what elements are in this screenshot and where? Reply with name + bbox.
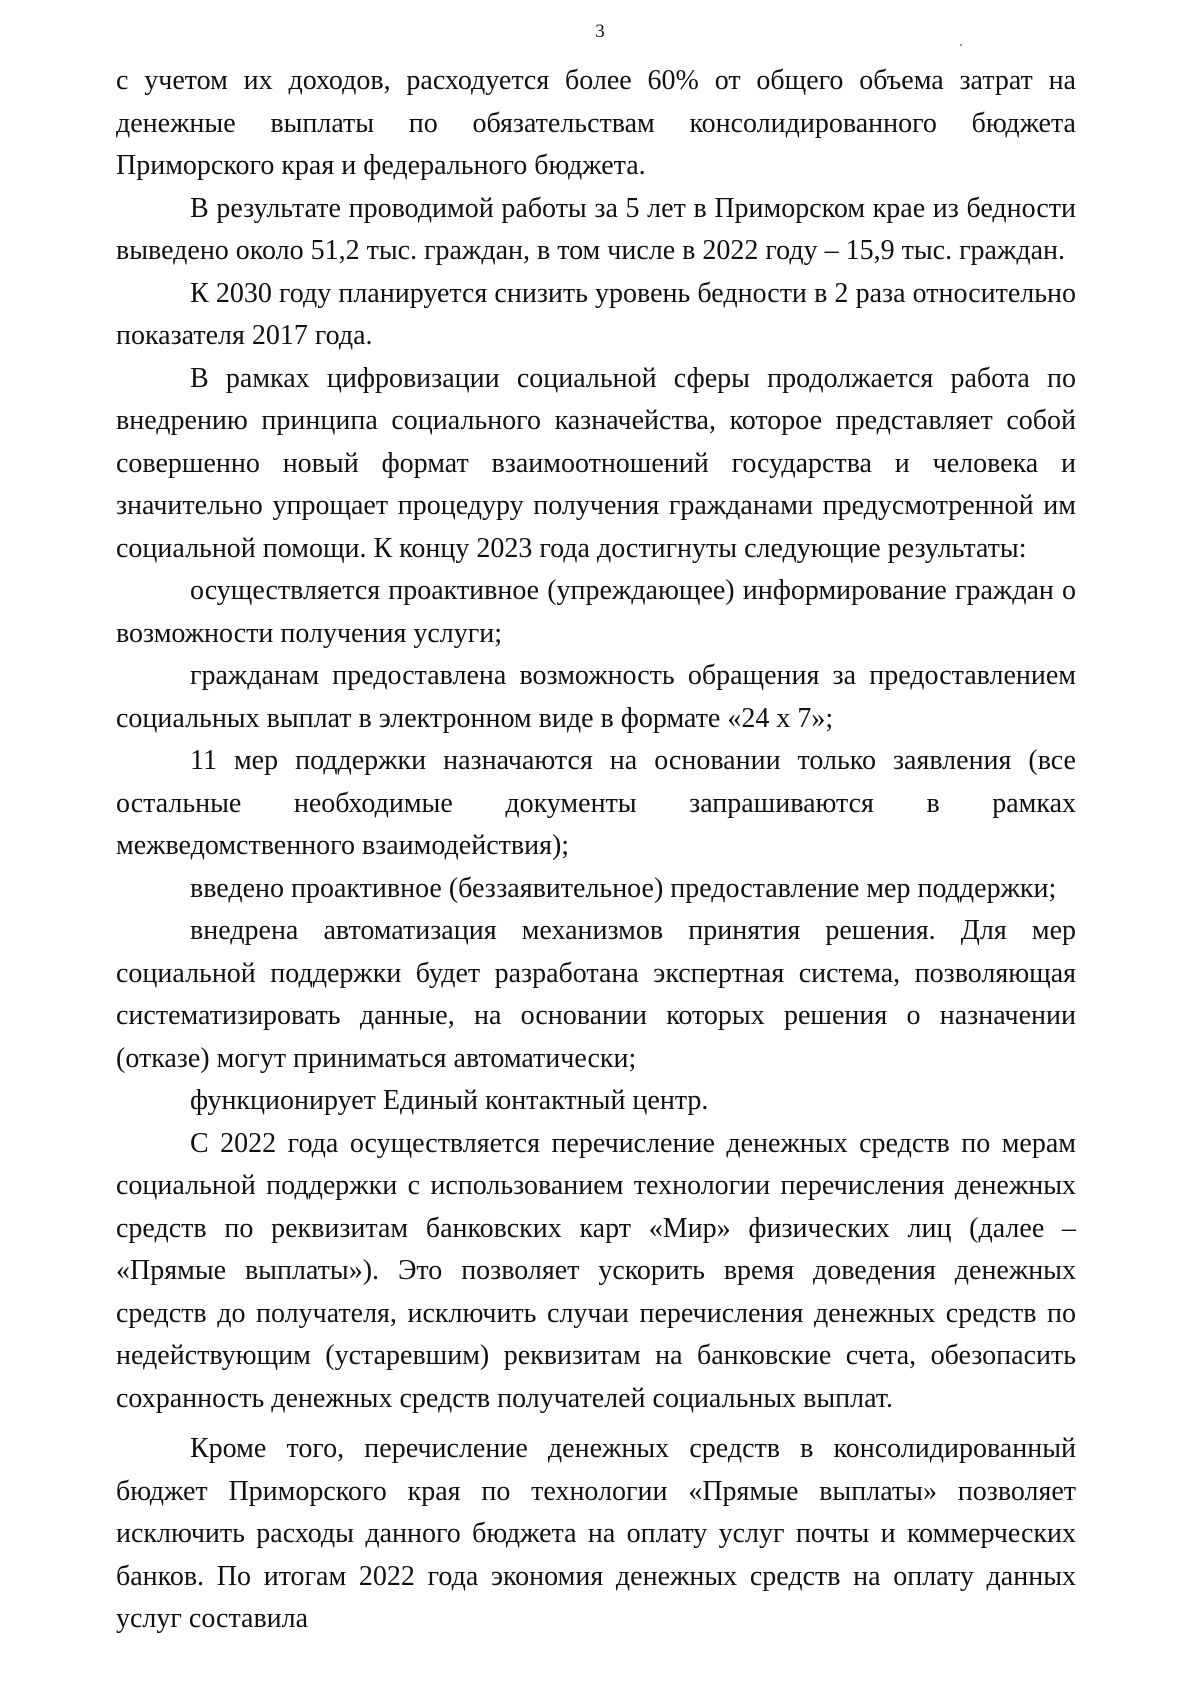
list-item: введено проактивное (беззаявительное) предоставление мер поддержки; [190,872,1057,904]
paragraph: Кроме того, перечисление денежных средств в консолидированный бюджет Приморского края по технологии «Прямые выплаты» позволяет исключить расходы данного бюджета на оплату услуг почты и коммерческих банков. По итогам 2022 года экономия денежных средств на оплату данных услуг составила [116,1433,1076,1634]
document-body [116,60,1076,1641]
list-item: функционирует Единый контактный центр. [190,1085,709,1116]
paragraph: К 2030 году планируется снизить уровень бедности в 2 раза относительно показателя 2017 года. [116,277,1076,351]
list-item: гражданам предоставлена возможность обращения за предоставлением социальных выплат в электронном виде в формате «24 х 7»; [116,660,1076,734]
paragraph: с учетом их доходов, расходуется более 60% от общего объема затрат на денежные выплаты по обязательствам консолидированного бюджета Приморского края и федерального бюджета. [116,65,1076,181]
scan-speck [960,44,962,46]
paragraph: С 2022 года осуществляется перечисление денежных средств по мерам социальной поддержки с использованием технологии перечисления денежных средств по реквизитам банковских карт «Мир» физических лиц (далее – «Прямые выплаты»). Это позволяет ускорить время доведения денежных средств до получателя, исключить случаи перечисления денежных средств по недействующим (устаревшим) реквизитам на банковские счета, обезопасить сохранность денежных средств получателей социальных выплат. [116,1127,1076,1414]
list-item: внедрена автоматизация механизмов принятия решения. Для мер социальной поддержки будет разработана экспертная система, позволяющая систематизировать данные, на основании которых решения о назначении (отказе) могут приниматься автоматически; [116,915,1076,1074]
page-number: 3 [595,21,605,42]
list-item: осуществляется проактивное (упреждающее) информирование граждан о возможности получения услуги; [116,575,1076,649]
list-item: 11 мер поддержки назначаются на основании только заявления (все остальные необходимые документы запрашиваются в рамках межведомственного взаимодействия); [116,745,1076,861]
paragraph: В результате проводимой работы за 5 лет в Приморском крае из бедности выведено около 51,2 тыс. граждан, в том числе в 2022 году – 15,9 тыс. граждан. [116,192,1076,266]
paragraph: В рамках цифровизации социальной сферы продолжается работа по внедрению принципа социального казначейства, которое представляет собой совершенно новый формат взаимоотношений государства и человека и значительно упрощает процедуру получения гражданами предусмотренной им социальной помощи. К концу 2023 года достигнуты следующие результаты: [116,362,1076,564]
